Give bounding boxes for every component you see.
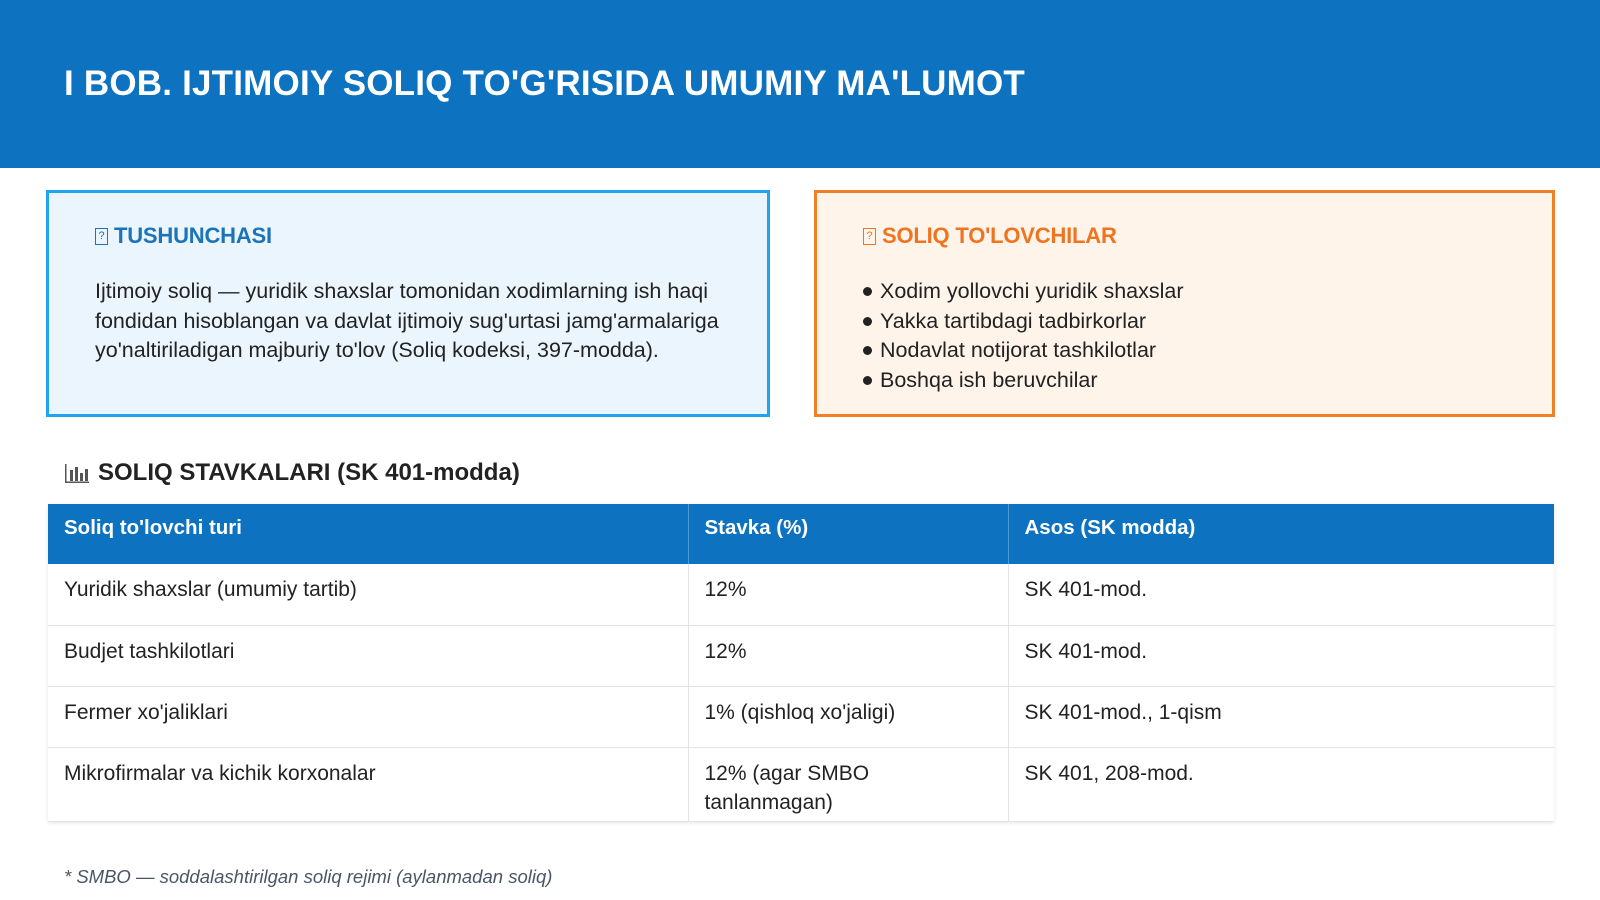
table-cell: SK 401, 208-mod. [1008,747,1554,821]
concept-card [46,190,770,417]
bullet-icon [863,376,872,385]
table-row [48,564,1554,625]
rates-table [48,504,1554,822]
payers-list-item: Nodavlat notijorat tashkilotlar [863,336,1508,366]
table-cell: SK 401-mod., 1-qism [1008,686,1554,747]
users-icon: ? [863,228,876,245]
bullet-icon [863,287,872,296]
table-header-row [48,504,1554,564]
column-header: Soliq to'lovchi turi [48,504,688,564]
concept-card-title: TUSHUNCHASI [114,223,272,248]
rates-section-title-row [64,456,520,490]
table-cell: Fermer xo'jaliklari [48,686,688,747]
table-cell: 12% [688,564,1008,625]
table-cell: 1% (qishloq xo'jaligi) [688,686,1008,747]
document-icon: ? [95,228,108,245]
concept-card-text: Ijtimoiy soliq — yuridik shaxslar tomonidan xodimlarning ish haqi fondidan hisoblangan va davlat ijtimoiy sug'urtasi jamg'armalariga yo'naltiriladigan majburiy to'lov (Soliq kodeksi, 397-modda). [95,279,719,362]
payers-card-title: SOLIQ TO'LOVCHILAR [882,223,1117,248]
payers-card-title-row [863,221,1508,251]
column-header: Asos (SK modda) [1008,504,1554,564]
bullet-icon [863,346,872,355]
payers-card [814,190,1555,417]
table-row [48,686,1554,747]
payers-list [863,277,1508,395]
table-cell: Yuridik shaxslar (umumiy tartib) [48,564,688,625]
table-cell: 12% (agar SMBO tanlanmagan) [688,747,1008,821]
table-row [48,625,1554,686]
table-cell: Budjet tashkilotlari [48,625,688,686]
payers-list-item: Boshqa ish beruvchilar [863,366,1508,396]
table-row [48,747,1554,821]
concept-card-title-row [95,221,723,251]
page-header [0,0,1600,168]
table-cell: 12% [688,625,1008,686]
bullet-icon [863,317,872,326]
table-cell: SK 401-mod. [1008,564,1554,625]
table-cell: SK 401-mod. [1008,625,1554,686]
rates-section-title: SOLIQ STAVKALARI (SK 401-modda) [98,459,520,486]
footnote: * SMBO — soddalashtirilgan soliq rejimi (aylanmadan soliq) [64,866,553,887]
column-header: Stavka (%) [688,504,1008,564]
payers-list-item: Xodim yollovchi yuridik shaxslar [863,277,1508,307]
bar-chart-icon [64,462,90,484]
page-title: I BOB. IJTIMOIY SOLIQ TO'G'RISIDA UMUMIY MA'LUMOT [64,64,1026,103]
payers-list-item: Yakka tartibdagi tadbirkorlar [863,307,1508,337]
table-cell: Mikrofirmalar va kichik korxonalar [48,747,688,821]
